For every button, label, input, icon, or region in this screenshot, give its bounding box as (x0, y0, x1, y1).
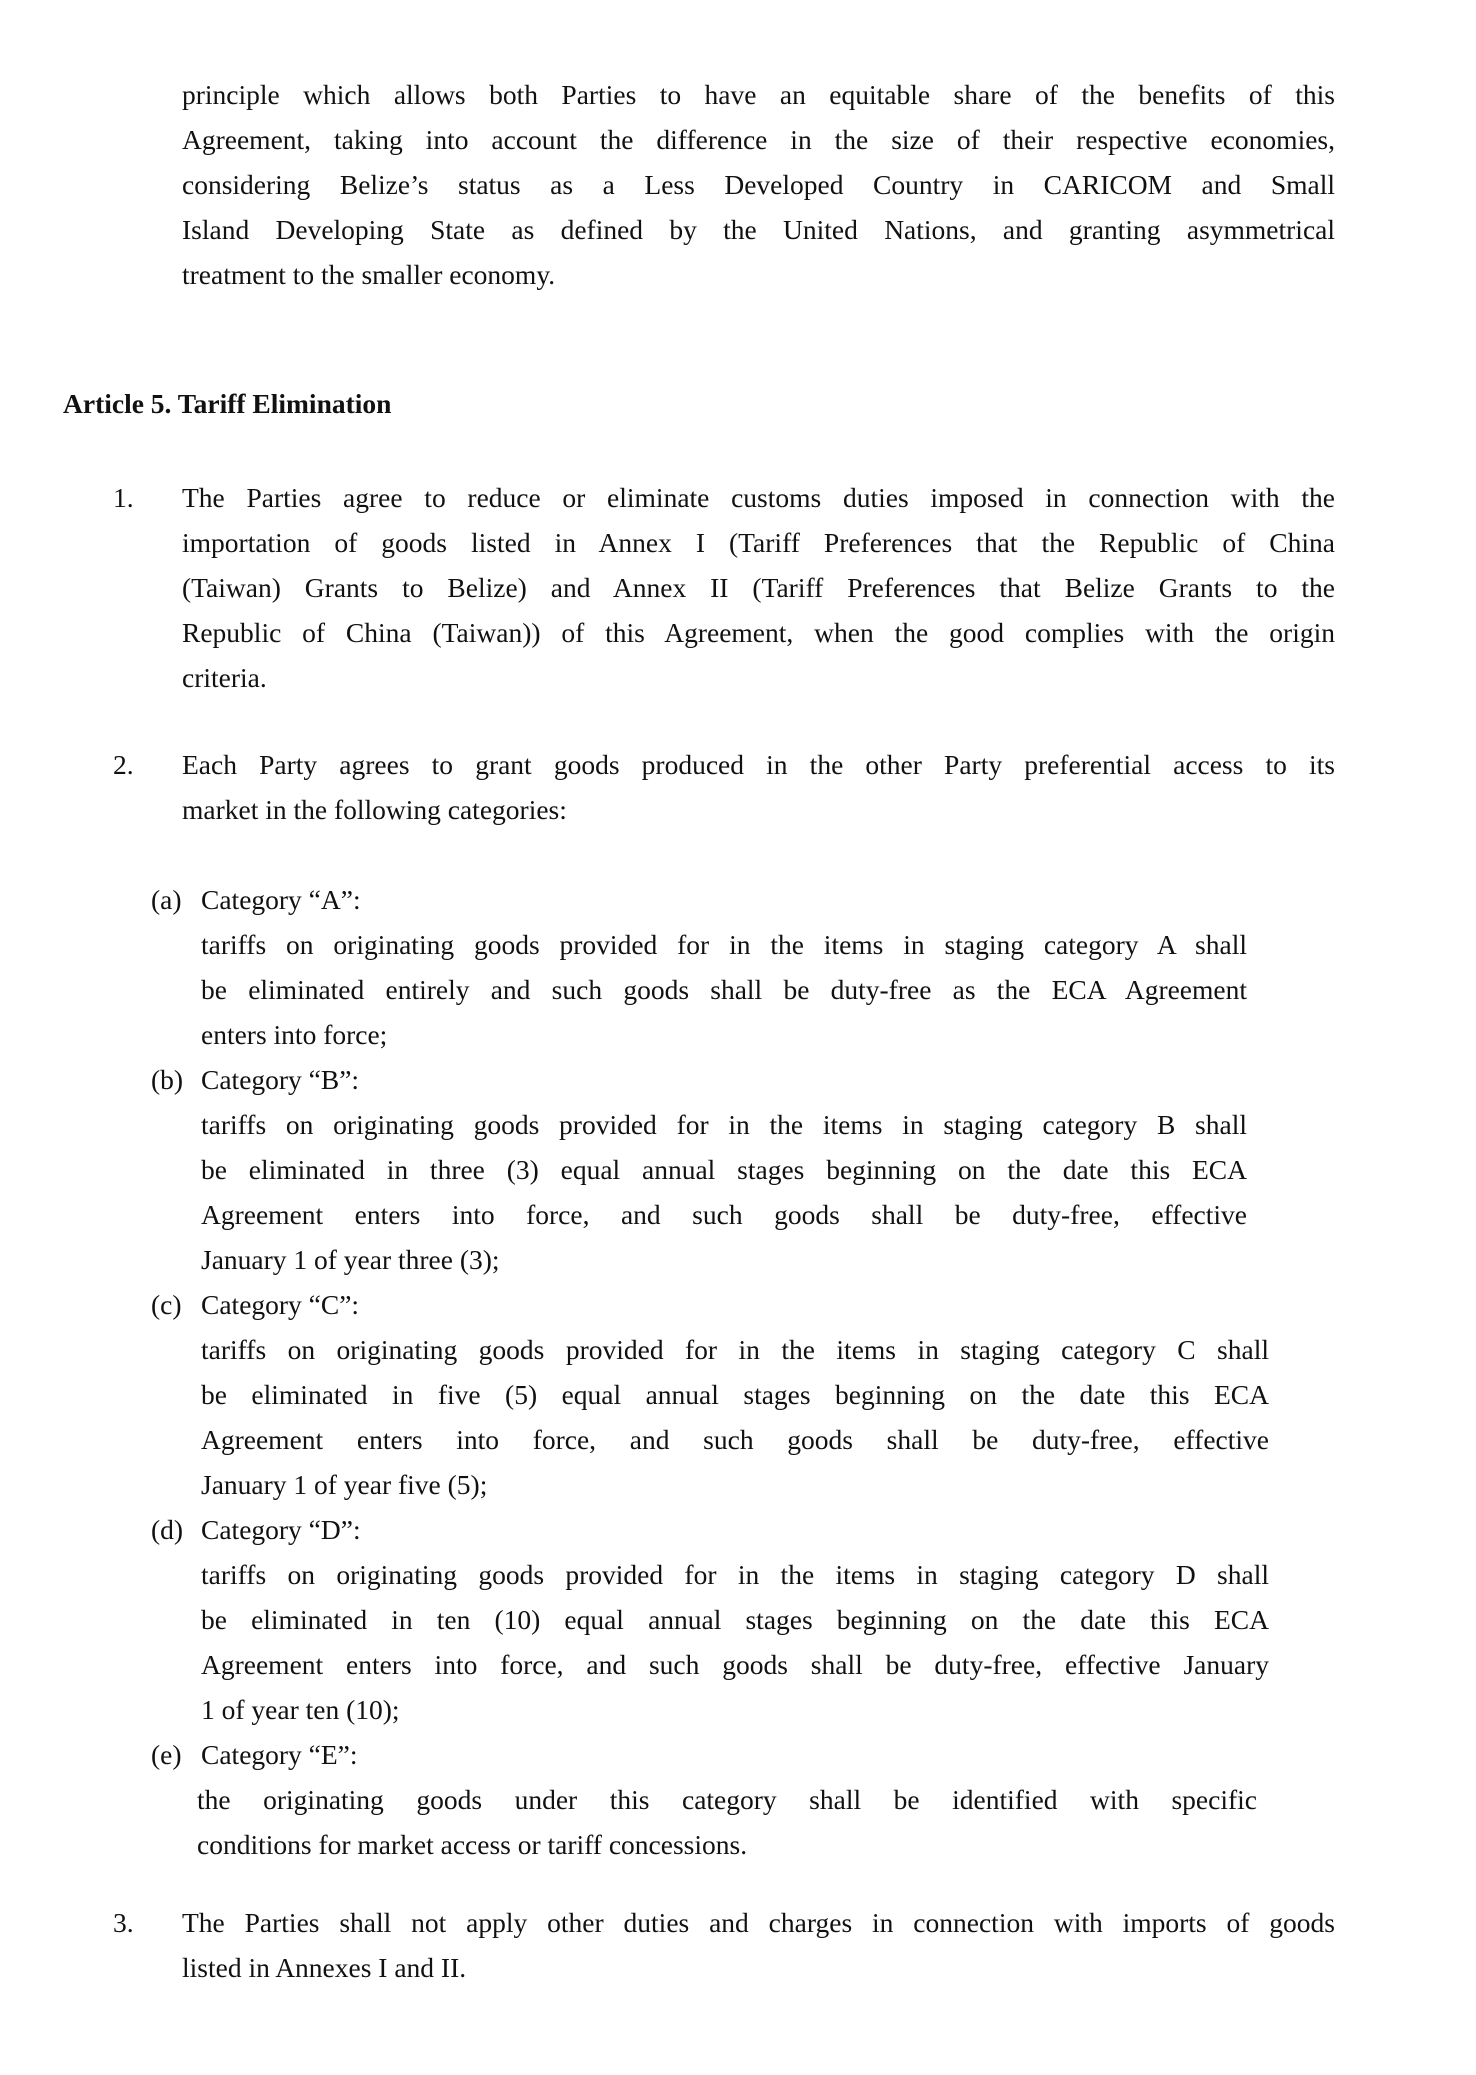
text-line: listed in Annexes I and II. (182, 1952, 467, 1983)
text-line: be eliminated entirely and such goods shall be duty-free as the ECA Agreement (201, 974, 1247, 1005)
text-line: 1 of year ten (10); (201, 1694, 400, 1725)
text-line: considering Belize’s status as a Less Developed Country in CARICOM and Small (182, 169, 1335, 200)
text-line: January 1 of year five (5); (201, 1469, 488, 1500)
text-line: importation of goods listed in Annex I (Tariff Preferences that the Republic of China (182, 527, 1335, 558)
text-line: enters into force; (201, 1019, 388, 1050)
category-label: (e) (151, 1739, 182, 1770)
text-line: treatment to the smaller economy. (182, 259, 556, 290)
text-line: tariffs on originating goods provided for in the items in staging category D shall (201, 1559, 1269, 1590)
text-line: the originating goods under this category shall be identified with specific (197, 1784, 1257, 1815)
text-line: Agreement, taking into account the difference in the size of their respective economies, (182, 124, 1335, 155)
category-title: Category “B”: (201, 1064, 360, 1095)
category-label: (a) (151, 884, 182, 915)
text-line: Republic of China (Taiwan)) of this Agreement, when the good complies with the origin (182, 617, 1335, 648)
text-line: (Taiwan) Grants to Belize) and Annex II (Tariff Preferences that Belize Grants to the (182, 572, 1335, 603)
text-line: principle which allows both Parties to have an equitable share of the benefits of this (182, 79, 1335, 110)
text-line: January 1 of year three (3); (201, 1244, 500, 1275)
text-line: The Parties agree to reduce or eliminate customs duties imposed in connection with the (182, 482, 1335, 513)
text-line: tariffs on originating goods provided for in the items in staging category B shall (201, 1109, 1247, 1140)
category-title: Category “C”: (201, 1289, 360, 1320)
text-line: Agreement enters into force, and such goods shall be duty-free, effective (201, 1199, 1247, 1230)
text-line: be eliminated in three (3) equal annual stages beginning on the date this ECA (201, 1154, 1247, 1185)
category-label: (d) (151, 1514, 184, 1545)
text-line: market in the following categories: (182, 794, 567, 825)
category-title: Category “D”: (201, 1514, 361, 1545)
item-number: 2. (113, 749, 134, 780)
category-label: (b) (151, 1064, 184, 1095)
category-title: Category “E”: (201, 1739, 358, 1770)
item-number: 3. (113, 1907, 134, 1938)
item-number: 1. (113, 482, 134, 513)
text-line: The Parties shall not apply other duties and charges in connection with imports of goods (182, 1907, 1335, 1938)
text-line: Each Party agrees to grant goods produced in the other Party preferential access to its (182, 749, 1335, 780)
text-line: Agreement enters into force, and such goods shall be duty-free, effective (201, 1424, 1269, 1455)
category-title: Category “A”: (201, 884, 361, 915)
text-line: conditions for market access or tariff concessions. (197, 1829, 748, 1860)
text-line: tariffs on originating goods provided for in the items in staging category C shall (201, 1334, 1269, 1365)
text-line: be eliminated in five (5) equal annual stages beginning on the date this ECA (201, 1379, 1269, 1410)
text-line: tariffs on originating goods provided for in the items in staging category A shall (201, 929, 1247, 960)
category-label: (c) (151, 1289, 182, 1320)
text-line: Island Developing State as defined by the United Nations, and granting asymmetrical (182, 214, 1335, 245)
text-line: be eliminated in ten (10) equal annual stages beginning on the date this ECA (201, 1604, 1269, 1635)
text-line: criteria. (182, 662, 267, 693)
text-line: Agreement enters into force, and such goods shall be duty-free, effective January (201, 1649, 1269, 1680)
article-heading: Article 5. Tariff Elimination (63, 388, 392, 419)
